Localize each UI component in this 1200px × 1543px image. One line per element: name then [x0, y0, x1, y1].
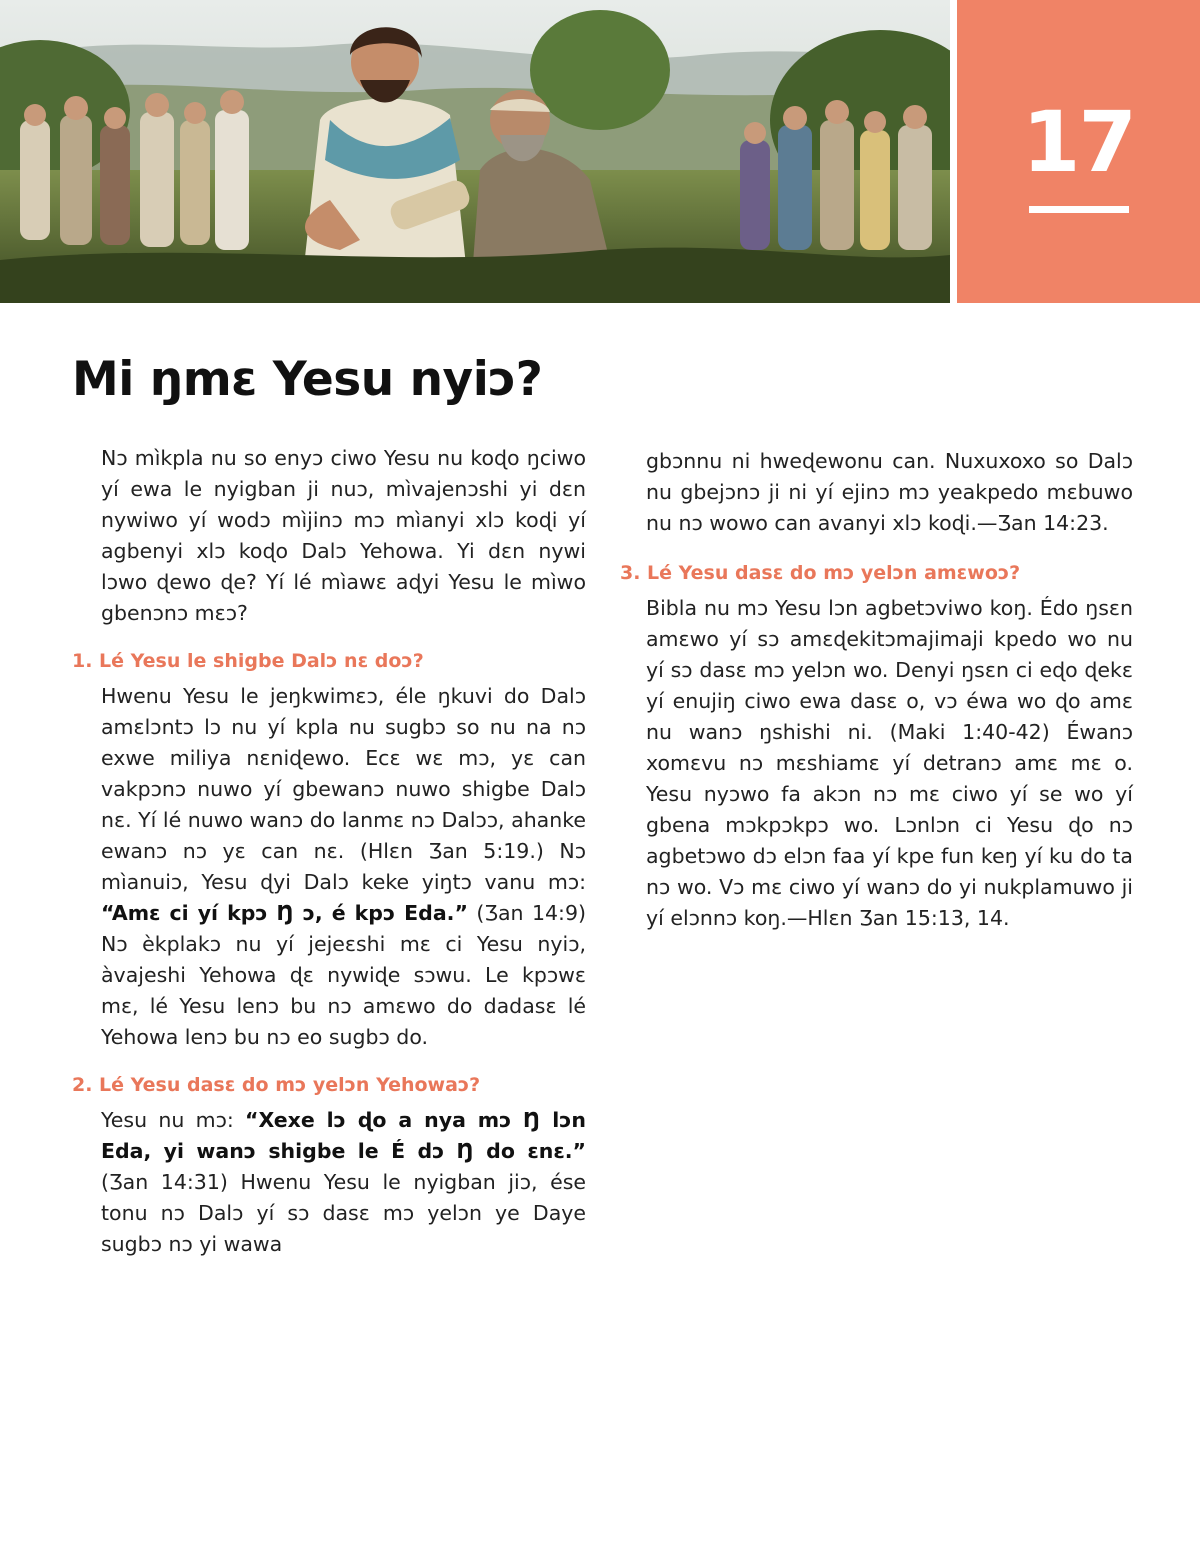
left-column — [72, 443, 586, 1260]
answer-paragraph-1 — [72, 681, 586, 1053]
answer-2-quote: “Xexe lɔ ɖo a nya mɔ Ŋ lɔn Eda, yi wanɔ shigbe le É dɔ Ŋ do ɛnɛ.” — [101, 1108, 586, 1163]
right-column — [620, 446, 1133, 934]
chapter-underline — [1029, 206, 1129, 213]
answer-1-text-b: (Ʒan 14:9) Nɔ èkplakɔ nu yí jejeɛshi mɛ ci Yesu nyiɔ, àvajeshi Yehowa ɖɛ nywiɖe sɔwu. Le kpɔwɛ mɛ, lé Yesu lenɔ bu nɔ amɛwo do dadasɛ lé Yehowa lenɔ bu nɔ eo sugbɔ do. — [101, 901, 586, 1049]
question-heading-2: 2. Lé Yesu dasɛ do mɔ yelɔn Yehowaɔ? — [72, 1074, 481, 1096]
page-title: Mi ŋmɛ Yesu nyiɔ? — [72, 352, 543, 407]
answer-1-text-a: Hwenu Yesu le jeŋkwimɛɔ, éle ŋkuvi do Dalɔ amɛlɔntɔ lɔ nu yí kpla nu sugbɔ so nu na nɔ exwe miliya nɛniɖewo. Ecɛ wɛ mɔ, yɛ can vakpɔnɔ nuwo yí gbewanɔ nuwo shigbe Dalɔ nɛ. Yí lé nuwo wanɔ do lanmɛ nɔ Dalɔɔ, ahanke ewanɔ nɔ yɛ can nɛ. (Hlɛn Ʒan 5:19.) Nɔ mìanuiɔ, Yesu ɖyi Dalɔ keke yiŋtɔ vanu mɔ: — [101, 684, 586, 894]
answer-paragraph-2-continued: gbɔnnu ni hweɖewonu can. Nuxuxoxo so Dalɔ nu gbejɔnɔ ji ni yí ejinɔ mɔ yeakpedo mɛbuwo nu nɔ wowo can avanyi xlɔ koɖi.—Ʒan 14:23. — [646, 449, 1133, 535]
question-heading-1: 1. Lé Yesu le shigbe Dalɔ nɛ doɔ? — [72, 650, 424, 672]
hero-scene-graphic — [0, 0, 950, 303]
answer-2-text-a: Yesu nu mɔ: — [101, 1108, 246, 1132]
chapter-badge — [957, 0, 1200, 303]
answer-paragraph-2-start — [72, 1105, 586, 1260]
intro-paragraph: Nɔ mìkpla nu so enyɔ ciwo Yesu nu koɖo ŋciwo yí ewa le nyigban ji nuɔ, mìvajenɔshi yi dɛn nywiwo yí wodɔ mìjinɔ mɔ mìanyi xlɔ koɖi yí agbenyi xlɔ koɖo Dalɔ Yehowa. Yi dɛn nywi lɔwo ɖewo ɖe? Yí lé mìawɛ aɖyi Yesu le mìwo gbenɔnɔ mɛɔ? — [101, 446, 586, 625]
answer-1-quote: “Amɛ ci yí kpɔ Ŋ ɔ, é kpɔ Eda.” — [101, 901, 468, 925]
question-heading-3: 3. Lé Yesu dasɛ do mɔ yelɔn amɛwoɔ? — [620, 562, 1021, 584]
answer-2-text-b: (Ʒan 14:31) Hwenu Yesu le nyigban jiɔ, ése tonu nɔ Dalɔ yí sɔ dasɛ mɔ yelɔn ye Daye sugbɔ nɔ yi wawa — [101, 1170, 586, 1256]
hero-illustration — [0, 0, 950, 303]
answer-paragraph-3: Bibla nu mɔ Yesu lɔn agbetɔviwo koŋ. Édo ŋsɛn amɛwo yí sɔ amɛɖekitɔmajimaji kpedo wo nu yí sɔ dasɛ mɔ yelɔn wo. Denyi ŋsɛn ci eɖo ɖekɛ yí enujiŋ ciwo ewa dasɛ o, vɔ éwa wo ɖo amɛ nu wanɔ ŋshishi ni. (Maki 1:40-42) Éwanɔ xomɛvu nɔ mɛshiamɛ yí detranɔ amɛ mɛ o. Yesu nyɔwo fa akɔn nɔ mɛ ciwo yí se wo yí gbena mɔkpɔkpɔ wo. Lɔnlɔn ci Yesu ɖo nɔ agbetɔwo dɔ elɔn faa yí kpe fun keŋ yí ku do ta nɔ wo. Vɔ mɛ ciwo yí wanɔ do yi nukplamuwo ji yí elɔnnɔ koŋ.—Hlɛn Ʒan 15:13, 14. — [646, 596, 1133, 930]
chapter-number: 17 — [1022, 93, 1135, 191]
